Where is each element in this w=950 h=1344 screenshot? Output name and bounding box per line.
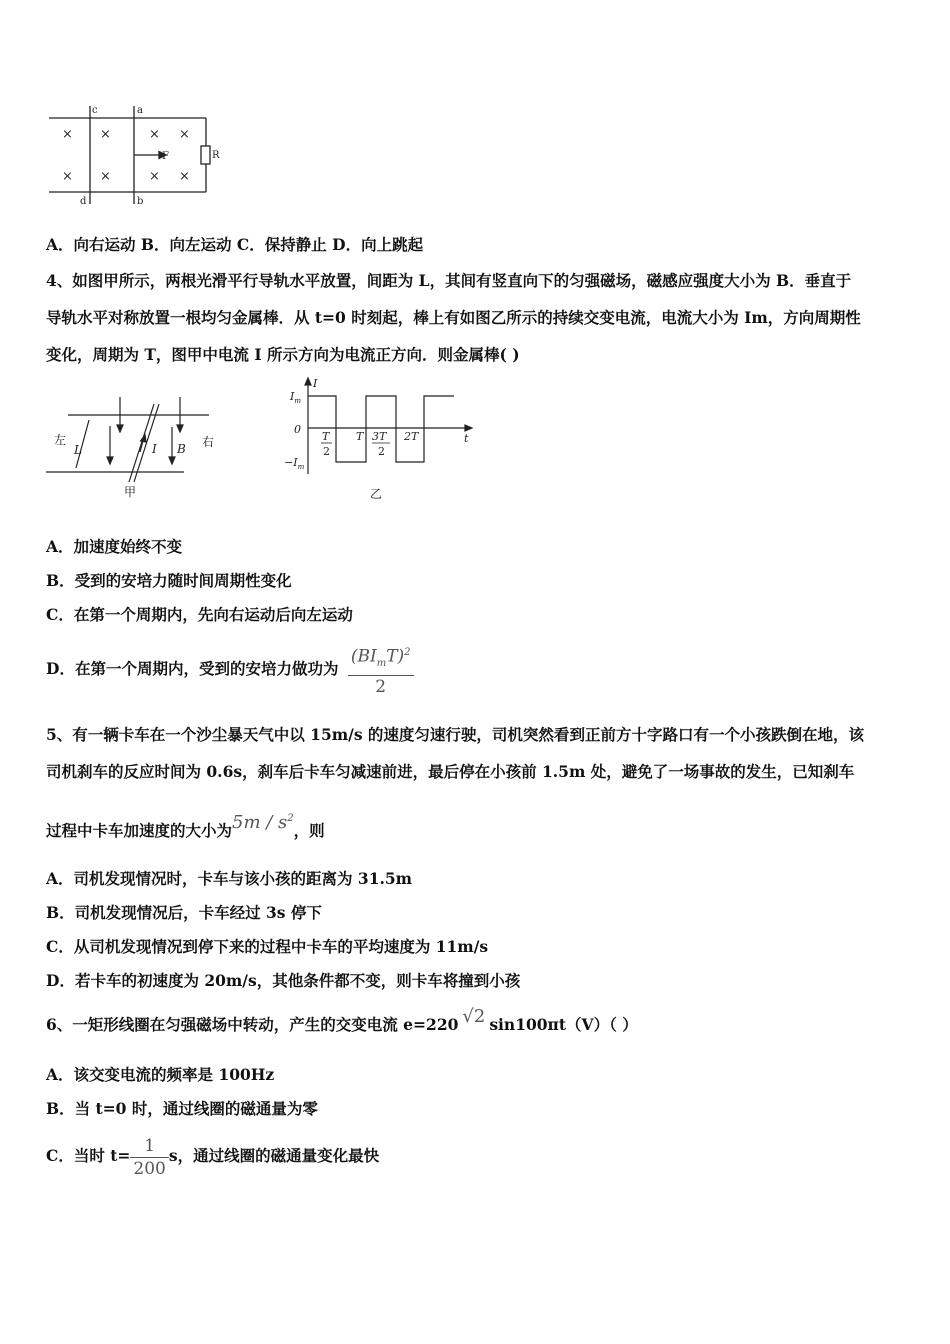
axis-t: t (464, 432, 469, 445)
q4-option-b: B．受到的安培力随时间周期性变化 (46, 571, 292, 590)
q5-stem-line3: 过程中卡车加速度的大小为$5m / s^2$，则 (46, 812, 325, 840)
q4-stem-line3: 变化，周期为 T，图甲中电流 I 所示方向为电流正方向．则金属棒( ) (46, 345, 520, 364)
q4-option-a: A．加速度始终不变 (46, 537, 183, 556)
q6-stem: 6、一矩形线圈在匀强磁场中转动，产生的交变电流 e=220 √2 sin100πt（V）（ ） (46, 1006, 638, 1034)
figure-jia (44, 382, 229, 502)
caption-jia: 甲 (124, 485, 137, 499)
q5-option-c: C．从司机发现情况到停下来的过程中卡车的平均速度为 11m/s (46, 937, 489, 956)
axis-I: I (313, 377, 318, 390)
q6-option-a: A．该交变电流的频率是 100Hz (46, 1065, 275, 1084)
origin-label: 0 (294, 423, 301, 436)
label-d: d (80, 196, 87, 207)
cross-mark: × (100, 169, 111, 184)
label-c: c (92, 105, 98, 116)
caption-yi: 乙 (370, 487, 383, 501)
time-fraction: $\frac{1}{200}$ (130, 1135, 168, 1180)
label-b: b (137, 196, 144, 207)
label-B: B (177, 442, 186, 456)
cross-mark: × (149, 169, 160, 184)
cross-mark: × (179, 169, 190, 184)
q3-options: A．向右运动 B．向左运动 C．保持静止 D．向上跳起 (46, 235, 424, 254)
label-right: 右 (202, 435, 215, 449)
q4-option-c: C．在第一个周期内，先向右运动后向左运动 (46, 605, 353, 624)
cross-mark: × (62, 169, 73, 184)
q6-option-b: B．当 t=0 时，通过线圈的磁通量为零 (46, 1099, 318, 1118)
q6-option-c: C．当时 t= $\frac{1}{200}$ s，通过线圈的磁通量变化最快 (46, 1135, 380, 1179)
label-I: I (152, 442, 157, 456)
tick-3T-half-den: 2 (378, 445, 385, 458)
acceleration-value: $5m / s^2$ (232, 812, 294, 833)
q4-stem-line2: 导轨水平对称放置一根均匀金属棒．从 t=0 时刻起，棒上有如图乙所示的持续交变电流，电流大小为 Im，方向周期性 (46, 308, 861, 327)
tick-T-half-den: 2 (323, 445, 330, 458)
figure-yi (284, 376, 484, 504)
label-a: a (137, 105, 143, 116)
q4-stem-line1: 4、如图甲所示，两根光滑平行导轨水平放置，间距为 L，其间有竖直向下的匀强磁场，磁感应强度大小为 B．垂直于 (46, 271, 852, 290)
label-F: F (162, 151, 169, 162)
q5-option-a: A．司机发现情况时，卡车与该小孩的距离为 31.5m (46, 869, 413, 888)
q5-option-d: D．若卡车的初速度为 20m/s，其他条件都不变，则卡车将撞到小孩 (46, 971, 521, 990)
label-neg-Im: $-I_m$ (284, 456, 305, 471)
cross-mark: × (100, 127, 111, 142)
work-fraction: $\frac{(BI_mT)^2}{2}$ (348, 642, 414, 698)
tick-T-half-num: T (322, 430, 330, 443)
tick-2T: 2T (404, 430, 419, 443)
cross-mark: × (179, 127, 190, 142)
q5-stem-line2: 司机刹车的反应时间为 0.6s，刹车后卡车匀减速前进，最后停在小孩前 1.5m 处，避免了一场事故的发生，已知刹车 (46, 762, 855, 781)
q4-option-d-text: D．在第一个周期内，受到的安培力做功为 (46, 659, 339, 679)
sqrt-two: √2 (462, 1006, 486, 1027)
label-Im: $I_m$ (290, 390, 301, 405)
label-L: L (74, 443, 82, 457)
label-left: 左 (54, 433, 67, 447)
q4-option-d (46, 642, 908, 698)
tick-3T-half-num: 3T (372, 430, 387, 443)
cross-mark: × (62, 127, 73, 142)
tick-T: T (356, 430, 364, 443)
q5-option-b: B．司机发现情况后，卡车经过 3s 停下 (46, 903, 322, 922)
q5-stem-line1: 5、有一辆卡车在一个沙尘暴天气中以 15m/s 的速度匀速行驶，司机突然看到正前方十字路口有一个小孩跌倒在地，该 (46, 725, 864, 744)
label-R: R (212, 150, 220, 161)
rail-field-diagram (44, 100, 234, 212)
cross-mark: × (149, 127, 160, 142)
